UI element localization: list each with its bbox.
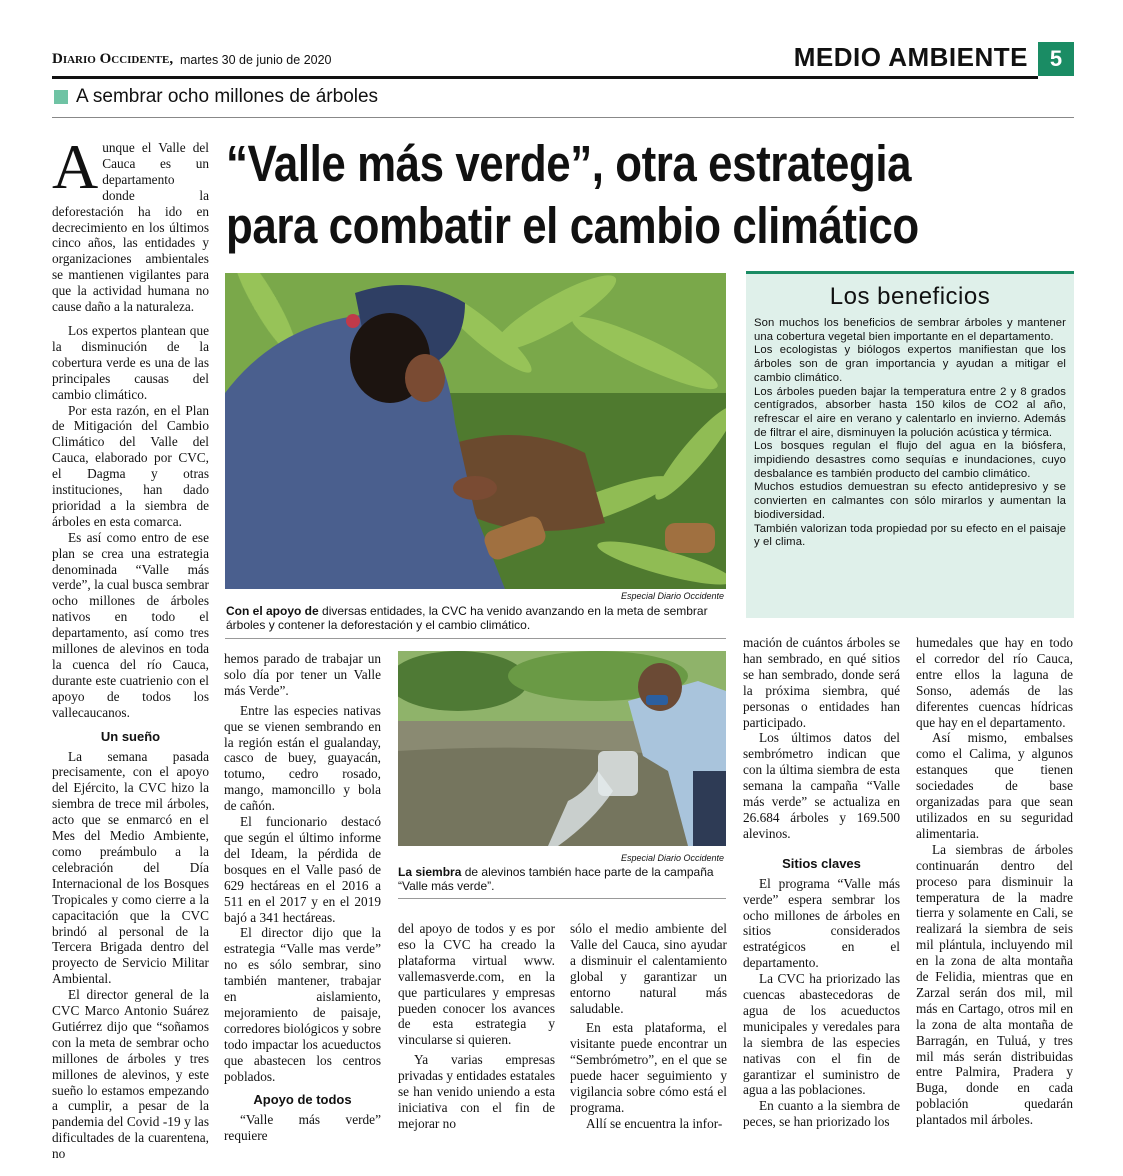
paragraph: La semana pasada precisamente, con el apoyo del Ejército, la CVC hizo la siembra de trece mil árboles, acto que se enmarcó en el Mes del Medio Ambiente, como preámbulo a la celebración del Día Internacional de los Bosques Tropicales y como cierre a la capacitación que la CVC brindó al personal de la Tercera Brigada dentro del proyecto de Servicio Militar Ambiental. (52, 748, 209, 987)
photo1-caption (226, 604, 726, 632)
page-number: 5 (1049, 46, 1063, 71)
sidebar-paragraph: Los bosques regulan el flujo del agua en la biósfera, impidiendo desastres como sequías e inundaciones, cuyo desbalance es también producto del cambio climático. (754, 440, 1066, 480)
headline-line-1: “Valle más verde”, otra estrategia (226, 135, 912, 192)
paragraph: sólo el medio ambiente del Valle del Cauca, sino ayudar a disminuir el calentamiento global y garantizar un entorno natural más saludable. (570, 921, 727, 1016)
photo1-credit: Especial Diario Occidente (620, 591, 724, 601)
paragraph: Es así como entro de ese plan se crea una estrategia denominada “Valle más verde”, la cual busca sembrar ocho millones de árboles nativos en todo el departamento, así como tres millones de alevinos en toda la cuenca del río Cauca, durante este cuatrienio con el apoyo de todos los vallecaucanos. (52, 529, 209, 720)
drop-cap: A (52, 131, 99, 202)
page-header (52, 42, 1074, 76)
paragraph: Ya varias empresas privadas y entidades estatales se han venido uniendo a esta iniciativa con el fin de mejorar no (398, 1052, 555, 1131)
paragraph: humedales que hay en todo el corredor del río Cauca, entre ellos la laguna de Sonso, además de las diferentes cuencas hídricas que hay en el departamento. (916, 635, 1073, 730)
article-column-5 (743, 635, 900, 1130)
paragraph: Por esta razón, en el Plan de Mitigación del Cambio Climático del Valle del Cauca, elaborado por CVC, el Dagma y otras instituciones, han dado prioridad a la siembra de árboles en esta comarca. (52, 402, 209, 529)
sidebar-paragraph: Los ecologistas y biólogos expertos manifiestan que los árboles son de gran importancia y ayudan a mitigar el cambio climático. (754, 344, 1066, 384)
subheading: Un sueño (100, 728, 161, 744)
caption-text: de alevinos también hace parte de la campaña “Valle más verde”. (398, 865, 714, 893)
header-rule (52, 76, 1038, 79)
paragraph: hemos parado de trabajar un solo día por tener un Valle más Verde”. (224, 651, 381, 698)
sidebar-paragraph: Los árboles pueden bajar la temperatura entre 2 y 8 grados centígrados, absorber hasta 150 kilos de CO2 al año, refrescar el aire en verano y calentarlo en invierno. Además de filtrar el aire, disminuyen la polución acústica y térmica. (754, 385, 1066, 439)
caption-lead: Con el apoyo de (226, 604, 319, 618)
article-column-4 (570, 921, 727, 1132)
paragraph: del apoyo de todos y es por eso la CVC ha creado la plataforma virtual www. vallemasverde.com, en la que particulares y empresas pueden conocer los avances de esta estrategia y vincularse si quieren. (398, 921, 555, 1048)
paragraph: En esta plataforma, el visitante puede encontrar un “Sembrómetro”, en el que se puede hacer seguimiento y vigilancia sobre cómo está el programa. (570, 1020, 727, 1115)
paragraph: Los expertos plantean que la disminución de la cobertura verde es una de las principales causas del cambio climático. (52, 322, 209, 402)
article-column-6 (916, 635, 1073, 1128)
benefits-sidebar (746, 271, 1074, 618)
sidebar-paragraph: Son muchos los beneficios de sembrar árboles y mantener una cobertura vegetal bien importante en el departamento. (754, 317, 1066, 343)
paragraph: El funcionario destacó que según el último informe del Ideam, la pérdida de bosques en el Valle pasó de 629 hectáreas en el 2016 a 511 en el 2017 y en el 2019 bajó a 341 hectáreas. (224, 814, 381, 925)
paragraph: La CVC ha priorizado las cuencas abastecedoras de agua de los acueductos municipales y veredales para la siembra de las especies nativas con el fin de garantizar el suministro de agua a las poblaciones. (743, 971, 900, 1098)
paragraph: El director dijo que la estrategia “Valle mas verde” no es sólo sembrar, sino también mantener, trabajar en aislamiento, mejoramiento de paisaje, corredores biológicos y sobre todo impactar los acueductos que abastecen los centros poblados. (224, 925, 381, 1084)
caption-text: diversas entidades, la CVC ha venido avanzando en la meta de sembrar árboles y contener la deforestación y el cambio climático. (226, 604, 708, 632)
photo2-caption (398, 865, 726, 893)
paragraph: El programa “Valle más verde” espera sembrar los ocho millones de árboles en sitios considerados estratégicos en el departamento. (743, 875, 900, 971)
caption-rule (398, 898, 726, 899)
article-column-3 (398, 921, 555, 1132)
headline-line-2: para combatir el cambio climático (226, 197, 919, 254)
photo-planting-trees (225, 273, 726, 589)
paragraph: En cuanto a la siembra de peces, se han priorizado los (743, 1098, 900, 1130)
kicker-square (54, 90, 68, 104)
sidebar-paragraph: También valorizan toda propiedad por su efecto en el paisaje y el clima. (754, 522, 1066, 549)
section-name: MEDIO AMBIENTE (793, 42, 1028, 72)
caption-rule (225, 638, 726, 639)
page-number-badge (1038, 42, 1074, 76)
paragraph: “Valle más verde” requiere (224, 1112, 381, 1144)
publication-name: Diario Occidente, (52, 51, 174, 67)
caption-lead: La siembra (398, 865, 462, 879)
article-column-1 (52, 131, 209, 1162)
kicker: A sembrar ocho millones de árboles (76, 86, 379, 107)
paragraph: mación de cuántos árboles se han sembrado, en qué sitios se han sembrado, donde será la próxima siembra, qué personas o entidades han participado. (743, 635, 900, 730)
photo-planting-image (225, 273, 726, 589)
paragraph: Entre las especies nativas que se vienen sembrando en la región están el gualanday, casco de buey, guayacán, totumo, cedro rosado, mango, mamoncillo y bola de cañón. (224, 702, 381, 814)
sidebar-title: Los beneficios (829, 283, 991, 310)
sidebar-paragraph: Muchos estudios demuestran su efecto antidepresivo y se convierten en calmantes con sólo mirarlos y aumentan la biodiversidad. (754, 481, 1066, 521)
sidebar-body (754, 317, 1066, 550)
paragraph: Los últimos datos del sembrómetro indican que con la última siembra de esta semana la campaña “Valle más verde” se actualiza en 26.684 árboles y 169.500 alevinos. (743, 730, 900, 841)
paragraph: unque el Valle del Cauca es un departamento donde la deforestación ha ido en decrecimiento en los últimos cinco años, las entidades y organizaciones ambientales se mantienen vigilantes para que la actividad humana no cause daño a la naturaleza. (52, 140, 209, 315)
issue-date: martes 30 de junio de 2020 (180, 53, 332, 67)
paragraph: La siembras de árboles continuarán dentro del proceso para disminuir la temperatura de la madre tierra y solamente en Cali, se realizará la siembra de seis mil plántula, incluyendo mil en la zona de alta montaña de Felidia, mientras que en Zarzal serán dos mil, mil más en Cartago, otros mil en la zona de alta montaña de Barragán, en Tuluá, y tres mil más serán distribuidas entre Palmira, Pradera y Buga, donde en cada población quedarán plantados mil árboles. (916, 841, 1073, 1128)
paragraph: Allí se encuentra la infor- (586, 1115, 723, 1131)
headline (226, 133, 957, 257)
article-column-2 (224, 651, 381, 1144)
kicker-rule (52, 117, 1074, 118)
subheading: Sitios claves (782, 855, 861, 871)
photo-releasing-fish (398, 651, 726, 846)
photo-fish-image (398, 651, 726, 846)
subheading: Apoyo de todos (253, 1092, 352, 1108)
photo2-credit: Especial Diario Occidente (620, 853, 724, 863)
paragraph: El director general de la CVC Marco Antonio Suárez Gutiérrez dijo que “soñamos con la meta de sembrar ocho millones de árboles y tres millones de alevinos, y este sueño lo estamos empezando a cumplir, a pesar de la pandemia del Covid -19 y las dificultades de la cuarentena, no (52, 987, 209, 1162)
paragraph: Así mismo, embalses como el Calima, y algunos estanques que tienen sociedades de base organizadas para que sean utilizados en su seguridad alimentaria. (916, 730, 1073, 841)
